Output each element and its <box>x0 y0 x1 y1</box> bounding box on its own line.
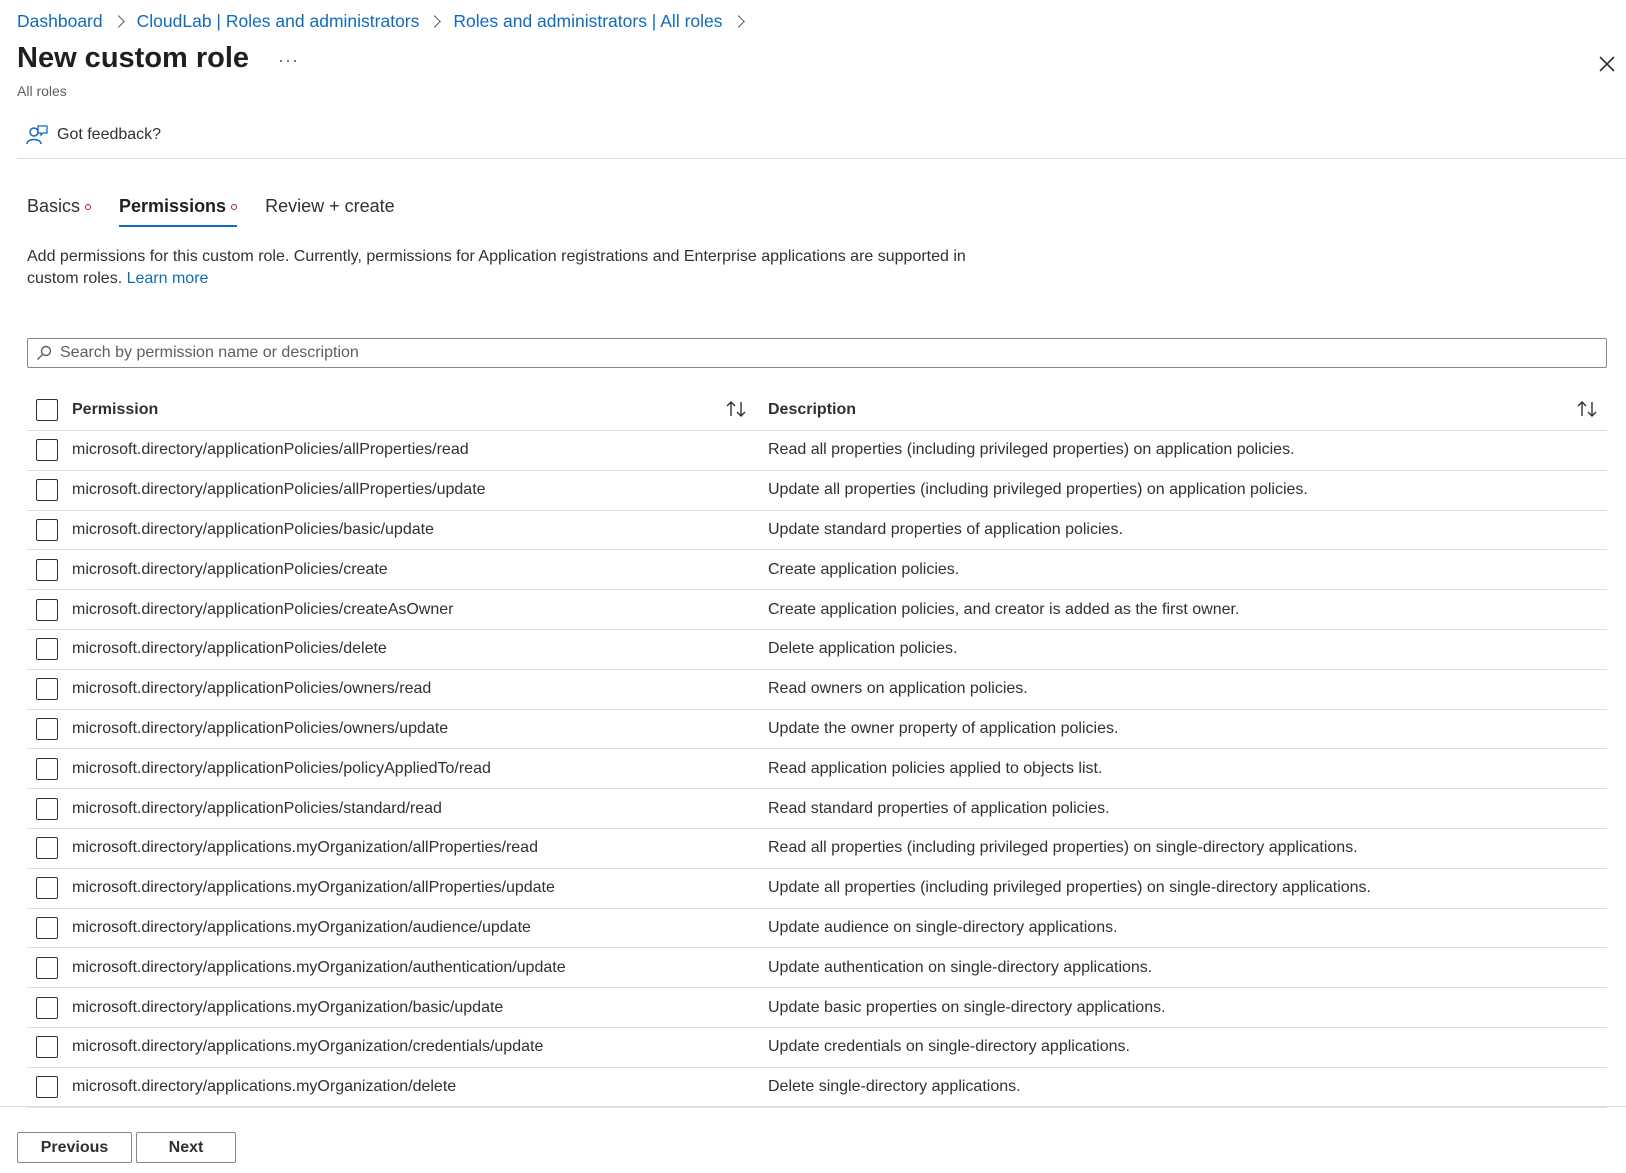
footer-divider <box>0 1106 1626 1107</box>
permission-description: Update audience on single-directory applications. <box>768 918 1118 936</box>
row-checkbox[interactable] <box>36 837 58 859</box>
more-options-icon[interactable]: ··· <box>278 50 299 70</box>
table-row[interactable] <box>27 1068 1607 1108</box>
chevron-right-icon <box>112 15 125 28</box>
breadcrumb-dashboard[interactable]: Dashboard <box>17 10 103 31</box>
permission-description: Delete single-directory applications. <box>768 1078 1021 1096</box>
row-checkbox[interactable] <box>36 917 58 939</box>
permission-name: microsoft.directory/applicationPolicies/createAsOwner <box>72 600 454 618</box>
table-row[interactable] <box>27 550 1607 590</box>
permission-name: microsoft.directory/applicationPolicies/create <box>72 560 388 578</box>
row-checkbox[interactable] <box>36 599 58 621</box>
row-checkbox[interactable] <box>36 758 58 780</box>
permission-description: Read all properties (including privileged properties) on application policies. <box>768 441 1295 459</box>
permission-description: Create application policies, and creator is added as the first owner. <box>768 600 1240 618</box>
table-row[interactable] <box>27 710 1607 750</box>
permission-description: Read all properties (including privileged properties) on single-directory applications. <box>768 839 1358 857</box>
select-all-checkbox[interactable] <box>36 399 58 421</box>
feedback-button[interactable] <box>26 124 161 146</box>
table-row[interactable] <box>27 471 1607 511</box>
breadcrumb-roles-admins[interactable]: CloudLab | Roles and administrators <box>136 10 420 31</box>
permission-name: microsoft.directory/applications.myOrganization/allProperties/update <box>72 879 555 897</box>
permission-name: microsoft.directory/applications.myOrganization/allProperties/read <box>72 839 538 857</box>
close-icon[interactable] <box>1596 53 1618 75</box>
table-header-row <box>27 389 1607 431</box>
next-button[interactable]: Next <box>136 1132 236 1163</box>
permission-name: microsoft.directory/applicationPolicies/standard/read <box>72 799 442 817</box>
permission-description: Read application policies applied to objects list. <box>768 759 1103 777</box>
error-dot-icon <box>85 204 91 210</box>
sort-icon[interactable] <box>1575 399 1599 419</box>
permission-name: microsoft.directory/applications.myOrganization/audience/update <box>72 918 531 936</box>
tab-review-create[interactable] <box>265 196 395 225</box>
breadcrumb <box>17 9 757 33</box>
error-dot-icon <box>231 204 237 210</box>
table-row[interactable] <box>27 789 1607 829</box>
permission-name: microsoft.directory/applicationPolicies/basic/update <box>72 520 434 538</box>
learn-more-link[interactable]: Learn more <box>126 270 209 287</box>
permission-description: Update standard properties of application policies. <box>768 520 1123 538</box>
permission-description: Create application policies. <box>768 560 960 578</box>
permission-name: microsoft.directory/applications.myOrganization/delete <box>72 1078 457 1096</box>
table-row[interactable] <box>27 749 1607 789</box>
header-divider <box>17 158 1626 159</box>
permission-description: Update all properties (including privileged properties) on application policies. <box>768 481 1308 499</box>
row-checkbox[interactable] <box>36 479 58 501</box>
permission-description: Update basic properties on single-directory applications. <box>768 998 1166 1016</box>
table-row[interactable] <box>27 630 1607 670</box>
row-checkbox[interactable] <box>36 877 58 899</box>
breadcrumb-all-roles[interactable]: Roles and administrators | All roles <box>453 10 723 31</box>
table-row[interactable] <box>27 431 1607 471</box>
row-checkbox[interactable] <box>36 718 58 740</box>
feedback-label: Got feedback? <box>57 126 162 143</box>
tab-permissions[interactable] <box>119 196 237 225</box>
permission-description: Read standard properties of application policies. <box>768 799 1110 817</box>
permissions-table <box>27 389 1607 1108</box>
tab-review-create-label: Review + create <box>265 196 395 216</box>
permission-name: microsoft.directory/applicationPolicies/owners/read <box>72 680 432 698</box>
intro-body: Add permissions for this custom role. Currently, permissions for Application registrations and Enterprise applications are supported in custom roles. <box>27 248 966 287</box>
row-checkbox[interactable] <box>36 1076 58 1098</box>
permission-name: microsoft.directory/applicationPolicies/allProperties/update <box>72 481 486 499</box>
row-checkbox[interactable] <box>36 519 58 541</box>
previous-button[interactable]: Previous <box>17 1132 132 1163</box>
permission-name: microsoft.directory/applicationPolicies/delete <box>72 640 387 658</box>
page-subtitle: All roles <box>17 83 67 99</box>
permission-description: Delete application policies. <box>768 640 958 658</box>
row-checkbox[interactable] <box>36 957 58 979</box>
row-checkbox[interactable] <box>36 678 58 700</box>
row-checkbox[interactable] <box>36 439 58 461</box>
row-checkbox[interactable] <box>36 1036 58 1058</box>
table-row[interactable] <box>27 909 1607 949</box>
permission-description: Update all properties (including privileged properties) on single-directory applications. <box>768 879 1371 897</box>
intro-text <box>27 246 967 290</box>
tab-permissions-label: Permissions <box>119 196 227 216</box>
table-row[interactable] <box>27 869 1607 909</box>
page-title: New custom role <box>17 42 250 74</box>
permission-description: Update authentication on single-directory applications. <box>768 958 1153 976</box>
permission-description: Update credentials on single-directory applications. <box>768 1038 1130 1056</box>
tab-list <box>27 196 423 225</box>
permission-name: microsoft.directory/applicationPolicies/owners/update <box>72 719 449 737</box>
permission-description: Update the owner property of application policies. <box>768 719 1119 737</box>
permission-name: microsoft.directory/applications.myOrganization/basic/update <box>72 998 504 1016</box>
permission-name: microsoft.directory/applications.myOrganization/credentials/update <box>72 1038 544 1056</box>
permission-name: microsoft.directory/applicationPolicies/allProperties/read <box>72 441 469 459</box>
search-box <box>27 338 1607 368</box>
column-header-description[interactable]: Description <box>768 400 857 418</box>
row-checkbox[interactable] <box>36 559 58 581</box>
row-checkbox[interactable] <box>36 798 58 820</box>
table-row[interactable] <box>27 1028 1607 1068</box>
column-header-permission[interactable]: Permission <box>72 400 159 418</box>
table-row[interactable] <box>27 511 1607 551</box>
search-input[interactable] <box>60 344 1560 362</box>
chevron-right-icon <box>732 15 745 28</box>
permission-description: Read owners on application policies. <box>768 680 1028 698</box>
table-row[interactable] <box>27 829 1607 869</box>
table-row[interactable] <box>27 948 1607 988</box>
tab-basics[interactable] <box>27 196 91 225</box>
permission-name: microsoft.directory/applications.myOrganization/authentication/update <box>72 958 566 976</box>
table-body <box>27 431 1607 1108</box>
permission-name: microsoft.directory/applicationPolicies/policyAppliedTo/read <box>72 759 491 777</box>
row-checkbox[interactable] <box>36 997 58 1019</box>
chevron-right-icon <box>429 15 442 28</box>
tab-basics-label: Basics <box>27 196 81 216</box>
sort-icon[interactable] <box>724 399 748 419</box>
table-row[interactable] <box>27 670 1607 710</box>
feedback-icon <box>26 124 48 146</box>
table-row[interactable] <box>27 590 1607 630</box>
table-row[interactable] <box>27 988 1607 1028</box>
search-icon <box>36 345 52 361</box>
row-checkbox[interactable] <box>36 638 58 660</box>
